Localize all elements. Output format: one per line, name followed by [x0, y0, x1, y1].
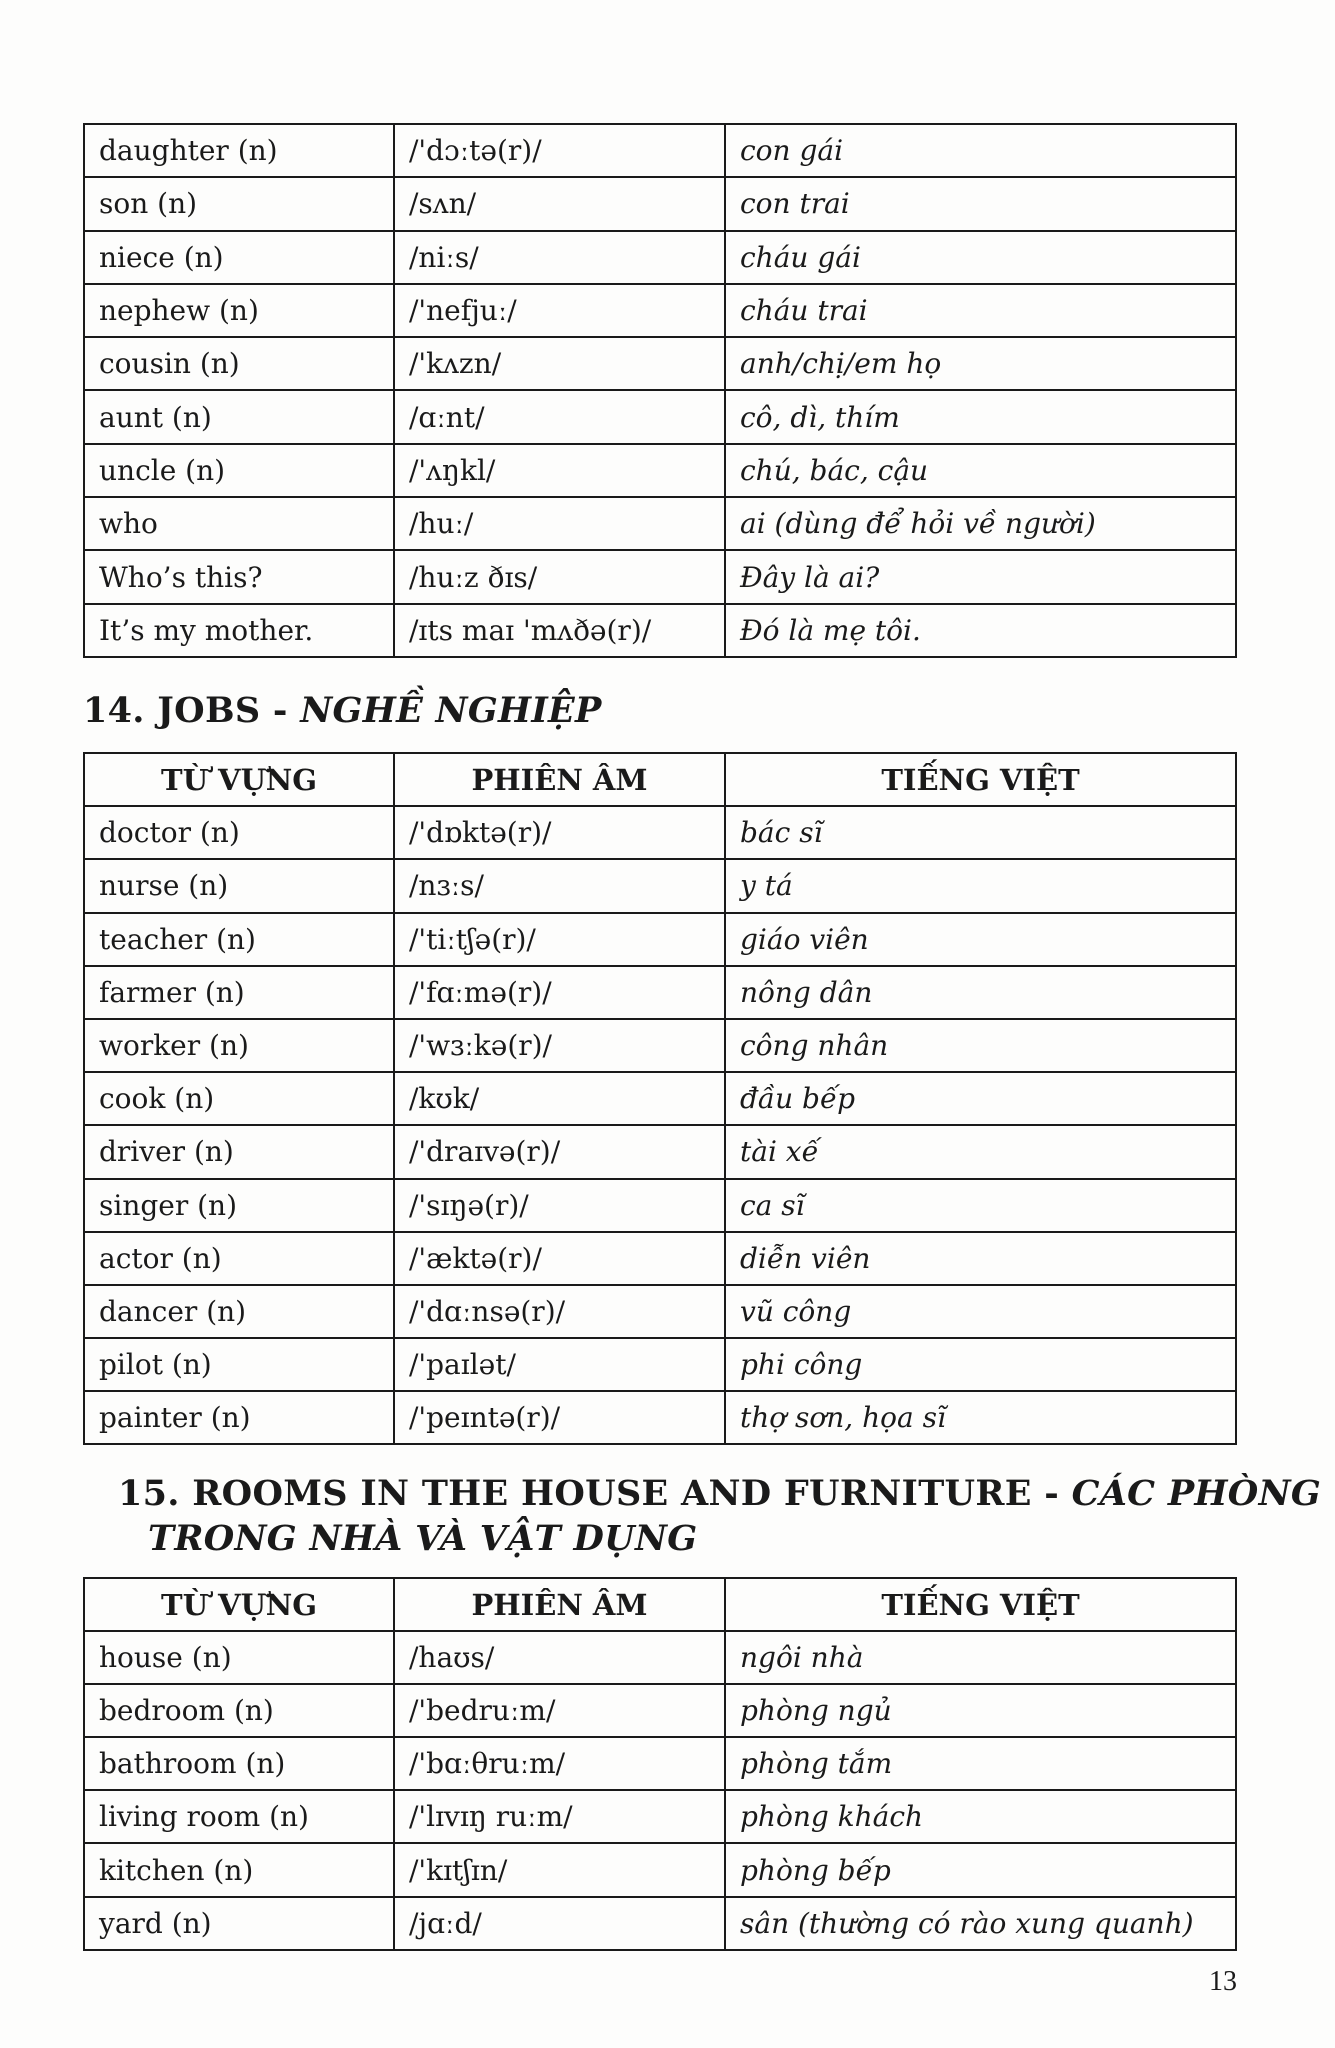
section-title-vi: NGHỀ NGHIỆP	[300, 690, 602, 731]
word-cell: dancer (n)	[84, 1285, 394, 1338]
word-cell: yard (n)	[84, 1897, 394, 1950]
ipa-cell: /'dɒktə(r)/	[394, 806, 725, 859]
table-row	[84, 177, 1236, 230]
rooms-vocab-body	[84, 1631, 1236, 1950]
header-row	[84, 753, 1236, 806]
word-cell: worker (n)	[84, 1019, 394, 1072]
meaning-cell: công nhân	[725, 1019, 1236, 1072]
ipa-cell: /niːs/	[394, 231, 725, 284]
ipa-cell: /'bɑːθruːm/	[394, 1737, 725, 1790]
word-cell: farmer (n)	[84, 966, 394, 1019]
meaning-cell: cô, dì, thím	[725, 390, 1236, 443]
ipa-cell: /ɪts maɪ 'mʌðə(r)/	[394, 604, 725, 657]
meaning-cell: giáo viên	[725, 913, 1236, 966]
ipa-cell: /'wɜːkə(r)/	[394, 1019, 725, 1072]
table-row	[84, 1737, 1236, 1790]
table-header	[84, 1578, 1236, 1631]
word-cell: Who’s this?	[84, 550, 394, 603]
meaning-cell: tài xế	[725, 1125, 1236, 1178]
table-row	[84, 1285, 1236, 1338]
ipa-cell: /'peɪntə(r)/	[394, 1391, 725, 1444]
table-row	[84, 124, 1236, 177]
section-title-en: JOBS -	[157, 690, 288, 731]
word-cell: kitchen (n)	[84, 1843, 394, 1896]
table-row	[84, 1125, 1236, 1178]
page-number: 13	[1209, 1966, 1237, 1997]
section-number: 15.	[118, 1473, 180, 1514]
table-row	[84, 1631, 1236, 1684]
table-row	[84, 1338, 1236, 1391]
table-row	[84, 859, 1236, 912]
meaning-cell: y tá	[725, 859, 1236, 912]
table-row	[84, 806, 1236, 859]
family-vocab-body	[84, 124, 1236, 657]
table-row	[84, 604, 1236, 657]
word-cell: bedroom (n)	[84, 1684, 394, 1737]
section-14-heading	[83, 690, 602, 731]
section-number: 14.	[83, 690, 145, 731]
table-row	[84, 966, 1236, 1019]
meaning-cell: con trai	[725, 177, 1236, 230]
word-cell: painter (n)	[84, 1391, 394, 1444]
ipa-cell: /'bedruːm/	[394, 1684, 725, 1737]
section-title-en: ROOMS IN THE HOUSE AND FURNITURE -	[192, 1473, 1060, 1514]
table-row	[84, 497, 1236, 550]
ipa-cell: /kʊk/	[394, 1072, 725, 1125]
meaning-cell: ai (dùng để hỏi về người)	[725, 497, 1236, 550]
word-cell: nephew (n)	[84, 284, 394, 337]
meaning-cell: nông dân	[725, 966, 1236, 1019]
table-row	[84, 390, 1236, 443]
ipa-cell: /huːz ðɪs/	[394, 550, 725, 603]
meaning-cell: thợ sơn, họa sĩ	[725, 1391, 1236, 1444]
ipa-cell: /'nefjuː/	[394, 284, 725, 337]
word-cell: pilot (n)	[84, 1338, 394, 1391]
meaning-cell: cháu trai	[725, 284, 1236, 337]
table-row	[84, 1232, 1236, 1285]
table-row	[84, 1684, 1236, 1737]
word-cell: driver (n)	[84, 1125, 394, 1178]
ipa-cell: /'draɪvə(r)/	[394, 1125, 725, 1178]
table-row	[84, 1179, 1236, 1232]
section-15-heading	[118, 1473, 1321, 1514]
header-phonetic: PHIÊN ÂM	[394, 1578, 725, 1631]
meaning-cell: phi công	[725, 1338, 1236, 1391]
word-cell: niece (n)	[84, 231, 394, 284]
section-title-vi: CÁC PHÒNG	[1071, 1473, 1322, 1514]
meaning-cell: phòng bếp	[725, 1843, 1236, 1896]
table-row	[84, 231, 1236, 284]
meaning-cell: bác sĩ	[725, 806, 1236, 859]
section-15-heading-continued	[148, 1518, 697, 1559]
family-vocab-table	[83, 123, 1237, 658]
ipa-cell: /nɜːs/	[394, 859, 725, 912]
ipa-cell: /'æktə(r)/	[394, 1232, 725, 1285]
meaning-cell: vũ công	[725, 1285, 1236, 1338]
ipa-cell: /'lɪvɪŋ ruːm/	[394, 1790, 725, 1843]
meaning-cell: ngôi nhà	[725, 1631, 1236, 1684]
ipa-cell: /haʊs/	[394, 1631, 725, 1684]
meaning-cell: Đây là ai?	[725, 550, 1236, 603]
header-vocab: TỪ VỰNG	[84, 1578, 394, 1631]
word-cell: teacher (n)	[84, 913, 394, 966]
word-cell: cook (n)	[84, 1072, 394, 1125]
table-row	[84, 1072, 1236, 1125]
ipa-cell: /sʌn/	[394, 177, 725, 230]
ipa-cell: /'dɑːnsə(r)/	[394, 1285, 725, 1338]
ipa-cell: /'fɑːmə(r)/	[394, 966, 725, 1019]
meaning-cell: đầu bếp	[725, 1072, 1236, 1125]
header-vocab: TỪ VỰNG	[84, 753, 394, 806]
word-cell: It’s my mother.	[84, 604, 394, 657]
meaning-cell: Đó là mẹ tôi.	[725, 604, 1236, 657]
meaning-cell: phòng ngủ	[725, 1684, 1236, 1737]
word-cell: son (n)	[84, 177, 394, 230]
word-cell: house (n)	[84, 1631, 394, 1684]
meaning-cell: ca sĩ	[725, 1179, 1236, 1232]
word-cell: aunt (n)	[84, 390, 394, 443]
ipa-cell: /huː/	[394, 497, 725, 550]
ipa-cell: /'ʌŋkl/	[394, 444, 725, 497]
jobs-vocab-table	[83, 752, 1237, 1445]
ipa-cell: /'kɪtʃɪn/	[394, 1843, 725, 1896]
meaning-cell: anh/chị/em họ	[725, 337, 1236, 390]
word-cell: actor (n)	[84, 1232, 394, 1285]
ipa-cell: /'paɪlət/	[394, 1338, 725, 1391]
ipa-cell: /'dɔːtə(r)/	[394, 124, 725, 177]
ipa-cell: /ɑːnt/	[394, 390, 725, 443]
table-row	[84, 1790, 1236, 1843]
ipa-cell: /jɑːd/	[394, 1897, 725, 1950]
rooms-vocab-table	[83, 1577, 1237, 1951]
ipa-cell: /'kʌzn/	[394, 337, 725, 390]
word-cell: daughter (n)	[84, 124, 394, 177]
word-cell: doctor (n)	[84, 806, 394, 859]
meaning-cell: diễn viên	[725, 1232, 1236, 1285]
table-row	[84, 1843, 1236, 1896]
meaning-cell: chú, bác, cậu	[725, 444, 1236, 497]
header-row	[84, 1578, 1236, 1631]
table-row	[84, 284, 1236, 337]
table-row	[84, 913, 1236, 966]
word-cell: living room (n)	[84, 1790, 394, 1843]
table-row	[84, 1897, 1236, 1950]
table-row	[84, 1391, 1236, 1444]
section-title-vi-continued: TRONG NHÀ VÀ VẬT DỤNG	[148, 1518, 698, 1559]
meaning-cell: phòng tắm	[725, 1737, 1236, 1790]
header-vietnamese: TIẾNG VIỆT	[725, 753, 1236, 806]
table-row	[84, 337, 1236, 390]
meaning-cell: phòng khách	[725, 1790, 1236, 1843]
word-cell: nurse (n)	[84, 859, 394, 912]
table-row	[84, 1019, 1236, 1072]
header-phonetic: PHIÊN ÂM	[394, 753, 725, 806]
ipa-cell: /'sɪŋə(r)/	[394, 1179, 725, 1232]
table-row	[84, 550, 1236, 603]
jobs-vocab-body	[84, 806, 1236, 1444]
header-vietnamese: TIẾNG VIỆT	[725, 1578, 1236, 1631]
meaning-cell: con gái	[725, 124, 1236, 177]
word-cell: cousin (n)	[84, 337, 394, 390]
meaning-cell: sân (thường có rào xung quanh)	[725, 1897, 1236, 1950]
word-cell: singer (n)	[84, 1179, 394, 1232]
word-cell: who	[84, 497, 394, 550]
word-cell: bathroom (n)	[84, 1737, 394, 1790]
table-row	[84, 444, 1236, 497]
word-cell: uncle (n)	[84, 444, 394, 497]
table-header	[84, 753, 1236, 806]
meaning-cell: cháu gái	[725, 231, 1236, 284]
ipa-cell: /'tiːtʃə(r)/	[394, 913, 725, 966]
